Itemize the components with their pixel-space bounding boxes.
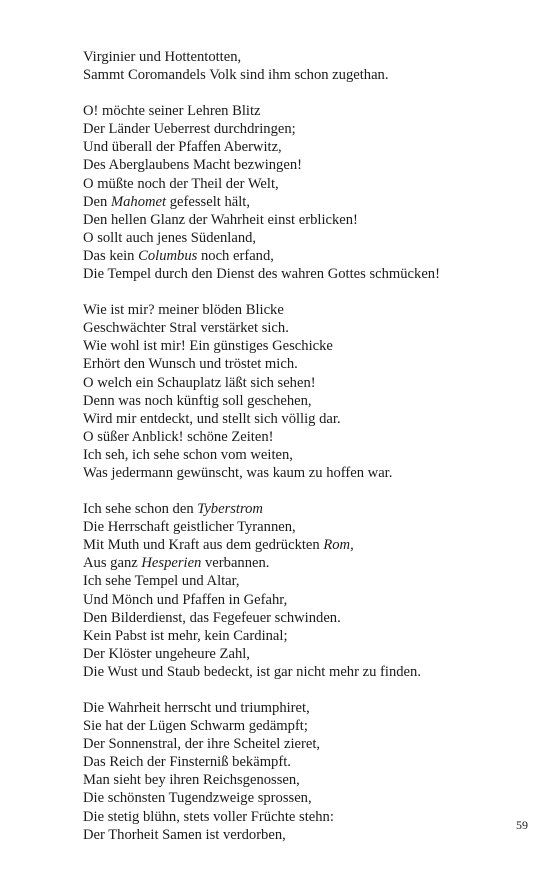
- poem-line: Und überall der Pfaffen Aberwitz,: [83, 139, 282, 156]
- poem-line: Man sieht bey ihren Reichsgenossen,: [83, 772, 300, 789]
- poem-line: Die schönsten Tugendzweige sprossen,: [83, 790, 312, 807]
- poem-line: Erhört den Wunsch und tröstet mich.: [83, 356, 298, 373]
- poem-line: Das kein Columbus noch erfand,: [83, 247, 274, 264]
- poem-line: Ich seh, ich sehe schon vom weiten,: [83, 446, 293, 463]
- poem-line: Des Aberglaubens Macht bezwingen!: [83, 157, 302, 174]
- poem-line: Ich sehe Tempel und Altar,: [83, 573, 240, 590]
- poem-line: Den Bilderdienst, das Fegefeuer schwinden.: [83, 609, 341, 626]
- poem-text: [83, 48, 523, 862]
- poem-line: Wird mir entdeckt, und stellt sich völlig dar.: [83, 410, 341, 427]
- poem-line: Mit Muth und Kraft aus dem gedrückten Rom,: [83, 537, 354, 554]
- poem-line: Die Wahrheit herrscht und triumphiret,: [83, 700, 310, 716]
- stanza: [83, 500, 523, 681]
- poem-line: O! möchte seiner Lehren Blitz: [83, 103, 261, 120]
- poem-line: Sie hat der Lügen Schwarm gedämpft;: [83, 718, 308, 735]
- poem-line: Der Länder Ueberrest durchdringen;: [83, 121, 296, 138]
- poem-line: Sammt Coromandels Volk sind ihm schon zugethan.: [83, 67, 389, 84]
- poem-line: Denn was noch künftig soll geschehen,: [83, 392, 312, 409]
- poem-line: Der Thorheit Samen ist verdorben,: [83, 826, 286, 843]
- poem-line: Der Klöster ungeheure Zahl,: [83, 645, 250, 662]
- poem-line: O sollt auch jenes Südenland,: [83, 229, 257, 246]
- poem-line: Den hellen Glanz der Wahrheit einst erblicken!: [83, 211, 358, 228]
- poem-line: Den Mahomet gefesselt hält,: [83, 193, 250, 210]
- poem-line: Geschwächter Stral verstärket sich.: [83, 320, 289, 337]
- poem-line: Die Tempel durch den Dienst des wahren Gottes schmücken!: [83, 266, 440, 283]
- poem-line: Die stetig blühn, stets voller Früchte stehn:: [83, 808, 334, 825]
- page-number: 59: [516, 818, 528, 832]
- poem-line: Was jedermann gewünscht, was kaum zu hoffen war.: [83, 464, 393, 481]
- poem-line: Wie ist mir? meiner blöden Blicke: [83, 302, 284, 319]
- poem-line: Der Sonnenstral, der ihre Scheitel zieret,: [83, 736, 321, 753]
- poem-line: Die Herrschaft geistlicher Tyrannen,: [83, 519, 296, 536]
- poem-line: O welch ein Schauplatz läßt sich sehen!: [83, 374, 316, 391]
- stanza: [83, 102, 523, 283]
- poem-line: Kein Pabst ist mehr, kein Cardinal;: [83, 627, 288, 644]
- stanza: [83, 48, 523, 84]
- poem-line: Die Wust und Staub bedeckt, ist gar nicht mehr zu finden.: [83, 663, 421, 680]
- poem-line: Virginier und Hottentotten,: [83, 49, 242, 65]
- poem-line: O süßer Anblick! schöne Zeiten!: [83, 428, 274, 445]
- poem-line: Ich sehe schon den Tyberstrom: [83, 501, 263, 518]
- stanza: [83, 301, 523, 482]
- stanza: [83, 699, 523, 844]
- poem-line: Das Reich der Finsterniß bekämpft.: [83, 754, 291, 771]
- poem-line: Wie wohl ist mir! Ein günstiges Geschicke: [83, 338, 333, 355]
- poem-line: Aus ganz Hesperien verbannen.: [83, 555, 270, 572]
- poem-line: O müßte noch der Theil der Welt,: [83, 175, 279, 192]
- poem-line: Und Mönch und Pfaffen in Gefahr,: [83, 591, 288, 608]
